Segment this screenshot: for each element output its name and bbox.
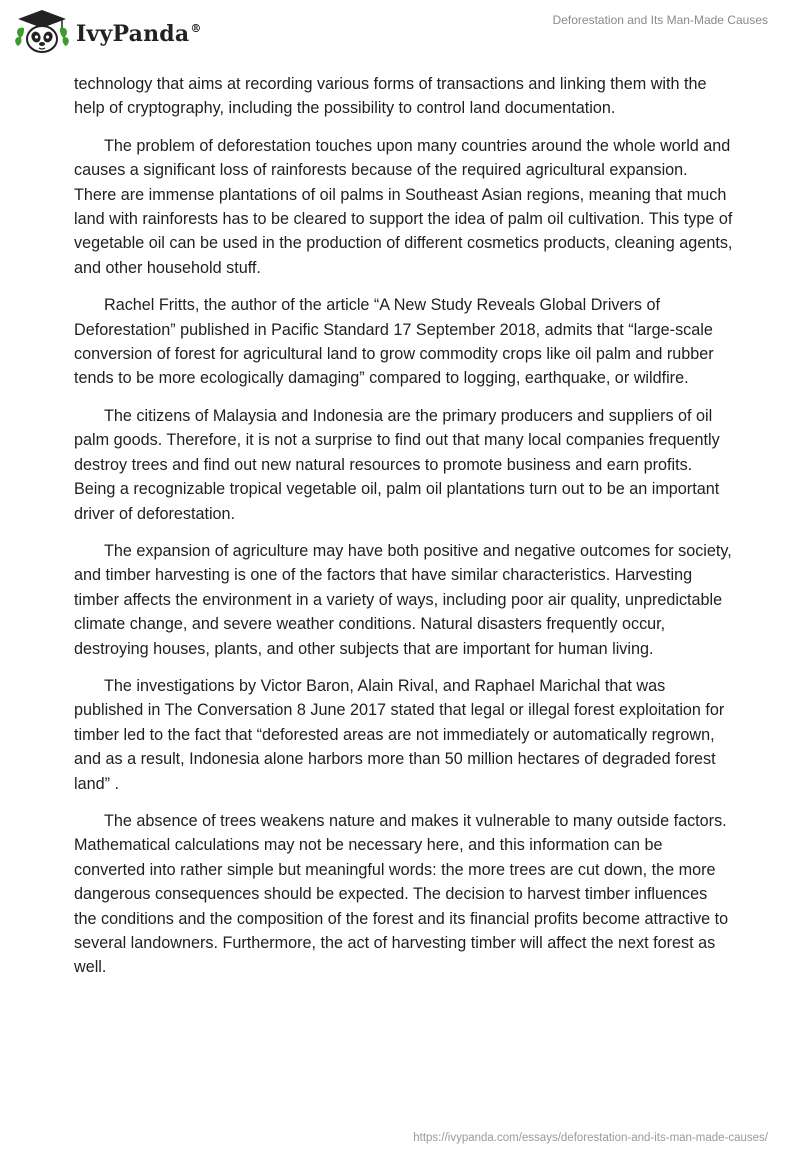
brand-name: IvyPanda® [76, 21, 202, 47]
paragraph: The citizens of Malaysia and Indonesia are the primary producers and suppliers of oil palm goods. Therefore, it is not a surprise to find out that many local companies frequently destroy trees and find out new natural resources to promote business and earn profits. Being a recognizable tropical vegetable oil, palm oil plantations turn out to be an important driver of deforestation. [74, 406, 720, 523]
paragraph: The expansion of agriculture may have both positive and negative outcomes for society, and timber harvesting is one of the factors that have similar characteristics. Harvesting timber affects the environment in a variety of ways, including poor air quality, unpredictable climate change, and severe weather conditions. Natural disasters frequently occur, destroying houses, plants, and other subjects that are important for human living. [74, 541, 732, 658]
source-url[interactable]: https://ivypanda.com/essays/deforestation-and-its-man-made-causes/ [413, 1132, 768, 1144]
page-header [0, 0, 800, 62]
paragraph: The absence of trees weakens nature and makes it vulnerable to many outside factors. Mathematical calculations may not be necessary here, and this information can be converted into rather simple but meaningful words: the more trees are cut down, the more dangerous consequences should be expected. The decision to harvest timber influences the conditions and the composition of the forest and its financial profits become attractive to several landowners. Furthermore, the act of harvesting timber will affect the next forest as well. [74, 811, 729, 977]
document-title: Deforestation and Its Man-Made Causes [552, 13, 768, 27]
paragraph: The problem of deforestation touches upon many countries around the whole world and causes a significant loss of rainforests because of the required agricultural expansion. There are immense plantations of oil palms in Southeast Asian regions, meaning that much land with rainforests has to be cleared to support the idea of palm oil cultivation. This type of vegetable oil can be used in the production of different cosmetics products, cleaning agents, and other household stuff. [74, 136, 733, 277]
paragraph: technology that aims at recording various forms of transactions and linking them with the help of cryptography, including the possibility to control land documentation. [74, 75, 707, 118]
ivypanda-logo[interactable] [14, 8, 202, 56]
paragraph: The investigations by Victor Baron, Alain Rival, and Raphael Marichal that was published in The Conversation 8 June 2017 stated that legal or illegal forest exploitation for timber led to the fact that “deforested areas are not immediately or automatically regrown, and as a result, Indonesia alone harbors more than 50 million hectares of degraded forest land” . [74, 676, 725, 793]
panda-graduate-icon [14, 8, 70, 56]
paragraph: Rachel Fritts, the author of the article “A New Study Reveals Global Drivers of Deforestation” published in Pacific Standard 17 September 2018, admits that “large-scale conversion of forest for agricultural land to grow commodity crops like oil palm and rubber tends to be more ecologically damaging” compared to logging, earthquake, or wildfire. [74, 296, 714, 388]
essay-body [74, 72, 734, 993]
